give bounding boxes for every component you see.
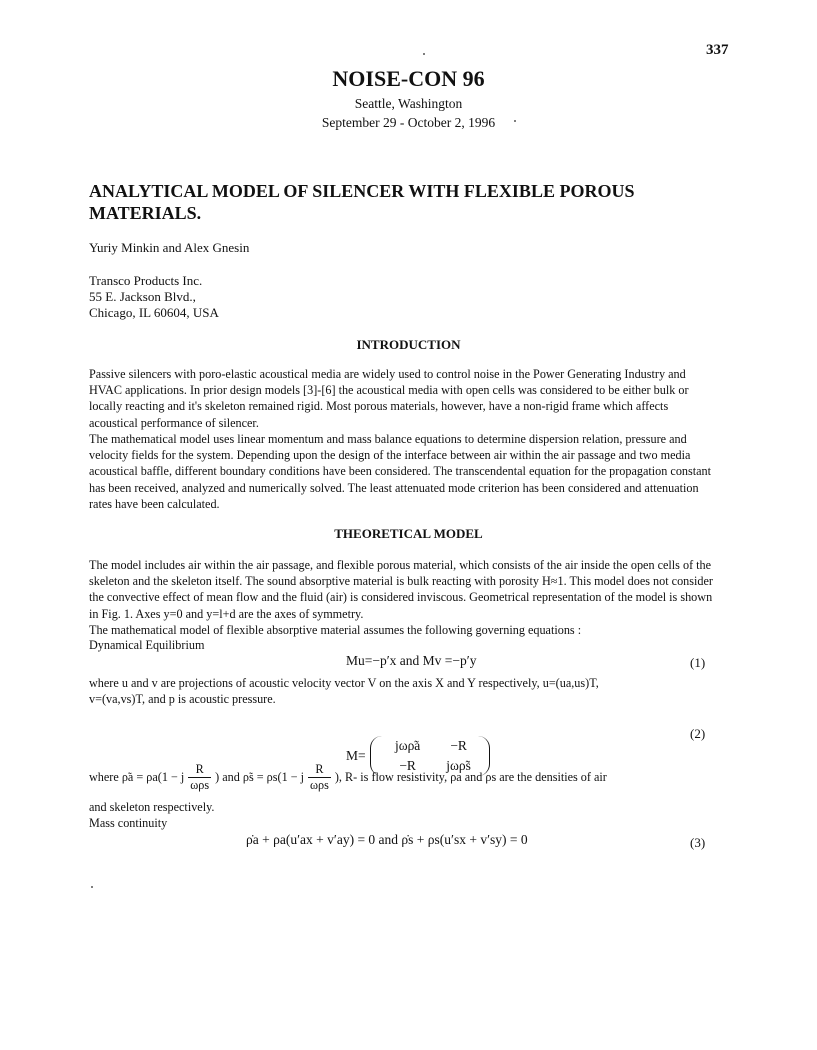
where-text: where u and v are projections of acoustic velocity vector V on the axis X and Y respectively, u=(ua,us)T, bbox=[89, 676, 599, 690]
conference-title: NOISE-CON 96 bbox=[332, 66, 485, 91]
paper-title: ANALYTICAL MODEL OF SILENCER WITH FLEXIBLE POROUS MATERIALS. bbox=[89, 181, 635, 223]
matrix-label: M= bbox=[346, 748, 366, 763]
conference-dates: September 29 - October 2, 1996 bbox=[321, 115, 496, 130]
fraction-denominator: ωρs bbox=[190, 778, 210, 792]
equation-3: ρ̇a + ρa(u′ax + v′ay) = 0 and ρ̇s + ρs(u′sx + v′sy) = 0 bbox=[246, 832, 528, 847]
where-text: ), R- is flow resistivity, ρa and ρs are the densities of air bbox=[334, 770, 607, 784]
theory-heading: THEORETICAL MODEL bbox=[334, 526, 483, 541]
introduction-paragraph: Passive silencers with poro-elastic acoustical media are widely used to control noise in the Power Generating Industry and HVAC applications. In prior design models [3]-[6] the acoustical media with open cells was considered to be either bulk or locally reacting and it's skeleton remained rigid. Most porous materials, however, have a non-rigid frame which affects acoustical performance of silencer. bbox=[89, 367, 689, 430]
fraction bbox=[188, 762, 211, 793]
fraction-numerator: R bbox=[188, 762, 211, 778]
scan-speck bbox=[91, 886, 93, 888]
equation-number: (3) bbox=[690, 835, 706, 850]
fraction-denominator: ωρs bbox=[310, 778, 329, 792]
matrix-cell: jωρ̃a bbox=[394, 738, 421, 753]
fraction bbox=[308, 762, 331, 793]
fraction-numerator: R bbox=[308, 762, 331, 778]
matrix-cell: −R bbox=[399, 758, 416, 773]
page-number: 337 bbox=[706, 42, 729, 58]
equation-number: (1) bbox=[690, 655, 706, 670]
conference-location: Seattle, Washington bbox=[354, 96, 463, 111]
paper-authors: Yuriy Minkin and Alex Gnesin bbox=[89, 240, 250, 255]
affiliation-line: 55 E. Jackson Blvd., bbox=[89, 289, 196, 304]
scan-speck bbox=[423, 53, 425, 55]
affiliation-line: Transco Products Inc. bbox=[89, 273, 203, 288]
where-text: ) and ρ̃s = ρs(1 − j bbox=[215, 770, 305, 784]
theory-paragraph: The model includes air within the air passage, and flexible porous material, which consists of the air inside the open cells of the skeleton and the skeleton itself. The sound absorptive material is bulk reacting with porosity H≈1. This model does not consider the convective effect of mean flow and the fluid (air) is considered inviscous. Geometrical representation of the model is shown in Fig. 1. Axes y=0 and y=l+d are the axes of symmetry. bbox=[89, 558, 713, 621]
equation-1: Mu=−p′x and Mv =−p′y bbox=[346, 653, 477, 668]
where-text: v=(va,vs)T, and p is acoustic pressure. bbox=[89, 692, 276, 706]
density-definitions bbox=[89, 762, 607, 793]
introduction-paragraph: The mathematical model uses linear momentum and mass balance equations to determine dispersion relation, pressure and velocity fields for the system. Depending upon the design of the interface between air within the air passage and two media acoustical baffle, different boundary conditions have been considered. The transcendental equation for the propagation constant has been received, analyzed and numerically solved. The least attenuated mode criterion has been considered and attenuation rates have been calculated. bbox=[89, 432, 712, 511]
where-text: and skeleton respectively. bbox=[89, 800, 215, 814]
scan-speck bbox=[514, 120, 516, 122]
introduction-heading: INTRODUCTION bbox=[356, 337, 461, 352]
theory-paragraph: The mathematical model of flexible absorptive material assumes the following governing equations : bbox=[89, 623, 582, 637]
mass-continuity-label: Mass continuity bbox=[89, 816, 168, 830]
equation-number: (2) bbox=[690, 726, 706, 741]
dynamical-equilibrium-label: Dynamical Equilibrium bbox=[89, 638, 205, 652]
affiliation-line: Chicago, IL 60604, USA bbox=[89, 305, 219, 320]
where-text: where ρ̃a = ρa(1 − j bbox=[89, 770, 185, 784]
matrix-cell: −R bbox=[450, 738, 467, 753]
matrix-cell: jωρ̃s bbox=[446, 758, 471, 773]
